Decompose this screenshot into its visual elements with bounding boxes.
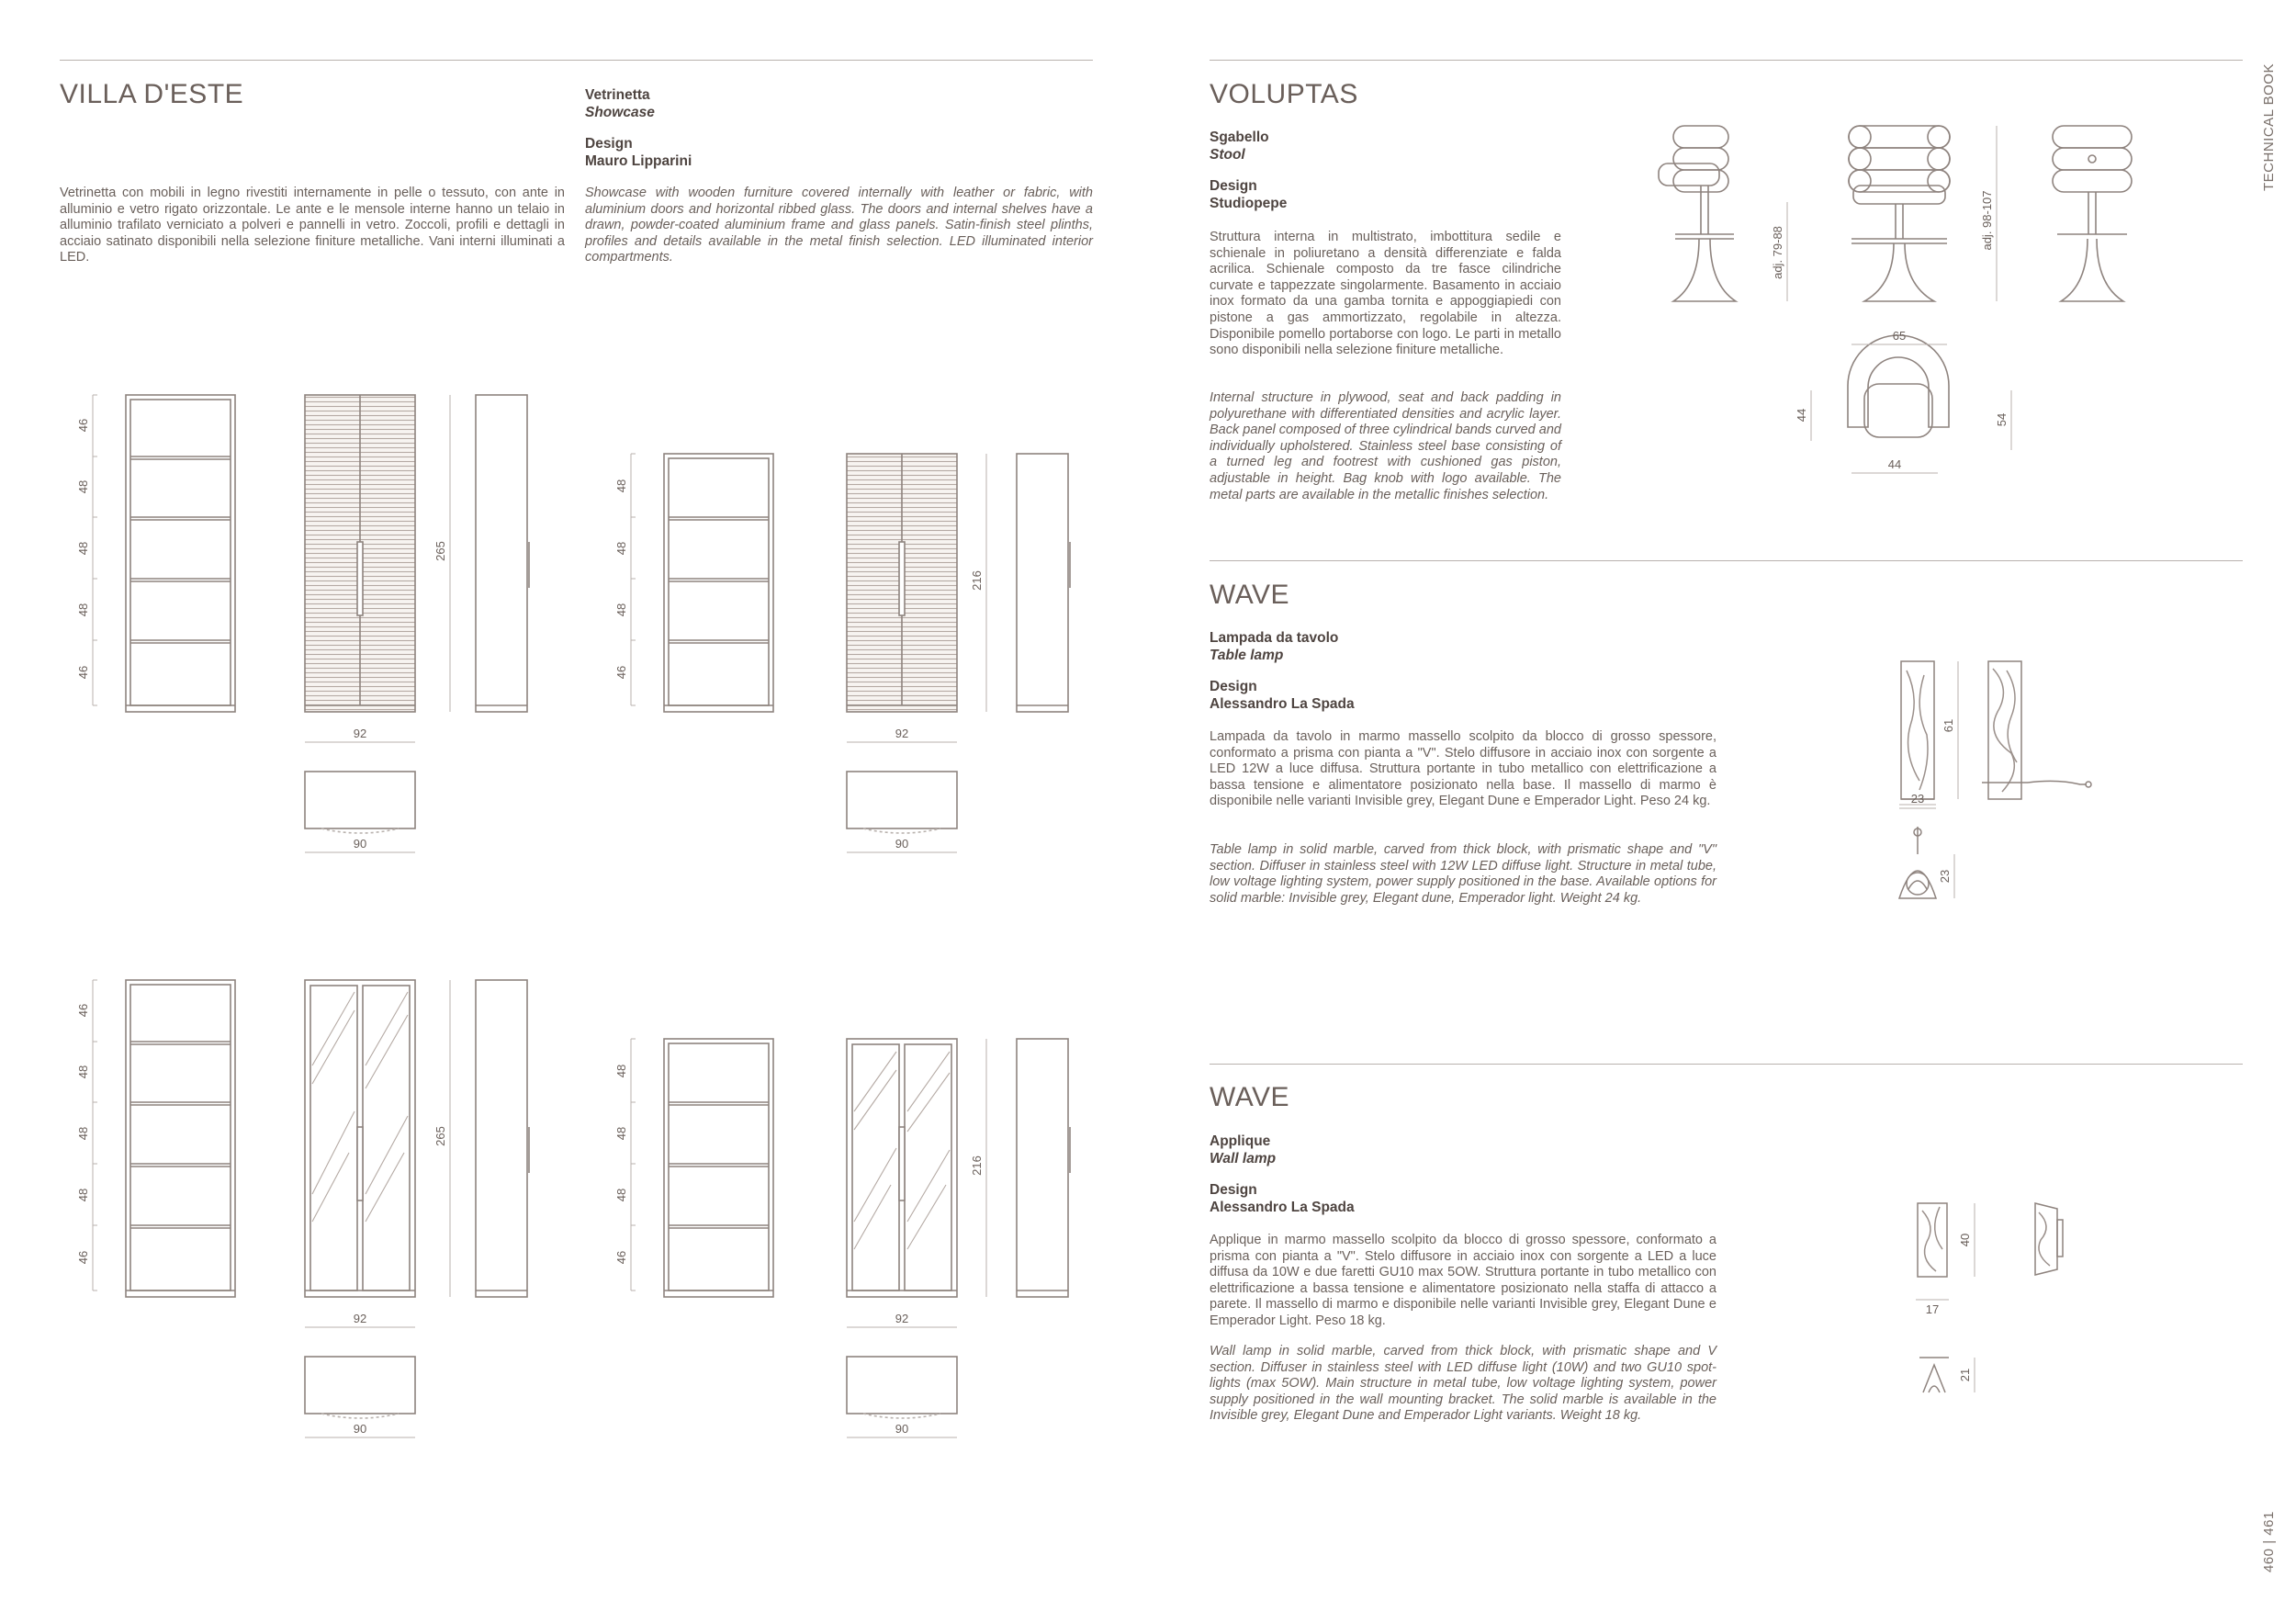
dim-short2-height: 216 <box>970 1155 984 1176</box>
villa-short-ribbed-side <box>1017 454 1070 712</box>
dim-wave-table-width: 23 <box>1910 792 1925 806</box>
dim-short2-depth: 90 <box>895 1422 909 1436</box>
dim-tall2-s5: 46 <box>76 1250 90 1265</box>
dim-tall2-s4: 48 <box>76 1188 90 1202</box>
wave-table-text-en: Table lamp in solid marble, carved from thick block, with prismatic shape and "V" section. Diffuser in stainless steel with 12W LED diffuse light. Structure in metal tube, low voltage lighting system, power supply positioned in the base. Available options for solid marble: Invisible grey, Elegant dune, Emperador light. Weight 24 kg. <box>1210 842 1716 906</box>
dim-voluptas-top-width: 44 <box>1887 457 1902 471</box>
wave-wall-top <box>1919 1358 1949 1392</box>
voluptas-stool-back <box>2053 126 2132 301</box>
wave-wall-design-label: Design <box>1210 1182 1257 1198</box>
divider-wave-wall <box>1210 1064 2243 1065</box>
dim-tall2-s2: 48 <box>76 1065 90 1079</box>
wave-wall-text-it: Applique in marmo massello scolpito da blocco di grosso spessore, conformato a prisma con pianta a "V". Stelo diffusore in acciaio inox con sorgente a LED a luce diffusa da 10W e due faretti GU10 max 5OW. Struttura portante in tubo metallico con elettrificazione a bassa tensione e alimentatore posizionato nella staffa di attacco a parete. Il massello di marmo e disponibile nelle varianti Invisible grey, Elegant Dune e Emperador Light. Peso 18 kg. <box>1210 1233 1716 1328</box>
voluptas-title: VOLUPTAS <box>1210 79 1358 109</box>
wave-wall-drawings <box>1892 1185 2112 1424</box>
villa-short-glass-plan <box>847 1357 957 1418</box>
villa-text-en: Showcase with wooden furniture covered internally with leather or fabric, with aluminium doors and horizontal ribbed glass. The doors and internal shelves have a drawn, powder-coated aluminium frame and glass panels. Satin-finish steel plinths, profiles and details available in the metal finish selection. LED illuminated interior compartments. <box>585 186 1093 265</box>
wave-wall-product-info <box>1210 1133 1355 1216</box>
wave-table-front <box>1901 661 1934 799</box>
dim-tall1-s2: 48 <box>76 479 90 494</box>
wave-table-top <box>1899 827 1936 898</box>
villa-tall-glass-plan <box>305 1357 415 1418</box>
dim-tall1-s3: 48 <box>76 541 90 556</box>
dim-wave-table-height: 61 <box>1941 718 1955 733</box>
villa-tall-ribbed-side <box>476 395 529 712</box>
dim-short1-s2: 48 <box>614 541 628 556</box>
wave-wall-title: WAVE <box>1210 1082 1290 1112</box>
page-numbers: 460 | 461 <box>2261 1511 2277 1572</box>
villa-tall-ribbed-door <box>305 395 415 712</box>
wave-table-product-info <box>1210 629 1355 713</box>
voluptas-design-label: Design <box>1210 178 1257 194</box>
wave-wall-type-en: Wall lamp <box>1210 1151 1277 1167</box>
voluptas-stool-top <box>1848 335 1949 437</box>
dim-tall1-s1: 46 <box>76 418 90 433</box>
wave-table-side <box>1982 661 2091 799</box>
dim-short2-s4: 46 <box>614 1250 628 1265</box>
villa-title: VILLA D'ESTE <box>60 79 244 109</box>
dim-voluptas-top-side: 54 <box>1995 412 2009 427</box>
side-label: TECHNICAL BOOK <box>2261 63 2277 191</box>
dim-tall1-height: 265 <box>433 541 447 561</box>
villa-short-ribbed-door <box>847 454 957 712</box>
dim-short1-s1: 48 <box>614 479 628 493</box>
villa-type-en: Showcase <box>585 105 655 120</box>
dim-tall2-width: 92 <box>353 1312 367 1325</box>
villa-design-label: Design <box>585 136 633 152</box>
villa-short-glass-door <box>847 1039 957 1297</box>
villa-tall-glass-front <box>126 980 235 1297</box>
voluptas-text-en: Internal structure in plywood, seat and back padding in polyurethane with differentiated densities and acrylic layer. Back panel composed of three cylindrical bands curved and individually upholstered. Stainless steel base consisting of a turned leg and footrest with cushioned gas piston, adjustable in height. Bag knob with logo available. The metal parts are available in the metallic finishes selection. <box>1210 390 1561 502</box>
voluptas-text-it: Struttura interna in multistrato, imbottitura sedile e schienale in poliuretano a densità differenziate e falda acrilica. Schienale composto da tre fasce cilindriche curvate e tappezzate singolarmente. Basamento in acciaio inox formato da una gamba tornita e appoggiapiedi con pistone a gas ammortizzato, regolabile in altezza. Disponibile pomello portaborse con logo. Le parti in metallo sono disponibili nella selezione finiture metalliche. <box>1210 230 1561 358</box>
dim-tall2-height: 265 <box>433 1126 447 1146</box>
villa-tall-ribbed-front <box>126 395 235 712</box>
dim-short2-s2: 48 <box>614 1126 628 1141</box>
villa-short-ribbed-plan <box>847 772 957 833</box>
dim-tall2-depth: 90 <box>353 1422 367 1436</box>
wave-wall-front <box>1918 1203 1947 1277</box>
dim-short1-s3: 48 <box>614 603 628 617</box>
dim-short1-depth: 90 <box>895 837 909 851</box>
villa-designer: Mauro Lipparini <box>585 153 692 169</box>
villa-tall-ribbed-plan <box>305 772 415 833</box>
voluptas-drawings <box>1635 110 2158 542</box>
dim-wave-wall-width: 17 <box>1925 1302 1940 1316</box>
dim-short2-s3: 48 <box>614 1188 628 1202</box>
dim-wave-wall-height: 40 <box>1958 1233 1972 1247</box>
voluptas-type-it: Sgabello <box>1210 130 1269 145</box>
wave-wall-designer: Alessandro La Spada <box>1210 1200 1355 1215</box>
top-rule-right <box>1210 60 2243 61</box>
dim-tall1-s5: 46 <box>76 665 90 680</box>
dim-short1-height: 216 <box>970 570 984 591</box>
dim-short1-width: 92 <box>895 727 909 740</box>
wave-wall-side <box>2035 1203 2063 1275</box>
dim-short1-s4: 46 <box>614 665 628 680</box>
villa-type-it: Vetrinetta <box>585 87 650 103</box>
voluptas-stool-side <box>1659 126 1736 301</box>
wave-table-type-it: Lampada da tavolo <box>1210 630 1339 646</box>
villa-tall-glass-side <box>476 980 529 1297</box>
wave-table-drawings <box>1874 643 2149 919</box>
wave-table-text-it: Lampada da tavolo in marmo massello scolpito da blocco di grosso spessore, conformato a prisma con pianta a "V". Stelo diffusore in acciaio inox con sorgente a LED 12W a luce diffusa. Struttura portante in tubo metallico con elettrificazione a bassa tensione e alimentatore posizionato nella base. Il massello di marmo è disponibile nelle varianti Invisible grey, Elegant Dune e Emperador Light. Peso 24 kg. <box>1210 729 1716 809</box>
villa-short-ribbed-front <box>664 454 773 712</box>
wave-table-designer: Alessandro La Spada <box>1210 696 1355 712</box>
villa-short-glass-side <box>1017 1039 1070 1297</box>
wave-table-type-en: Table lamp <box>1210 648 1284 663</box>
dim-tall1-depth: 90 <box>353 837 367 851</box>
dim-tall2-s1: 46 <box>76 1003 90 1018</box>
dim-short2-s1: 48 <box>614 1064 628 1078</box>
voluptas-stool-front <box>1849 126 1950 301</box>
wave-table-design-label: Design <box>1210 679 1257 694</box>
voluptas-product-info <box>1210 129 1287 212</box>
dim-voluptas-total-height: adj. 98-107 <box>1980 190 1994 251</box>
dim-wave-wall-depth: 21 <box>1958 1368 1972 1382</box>
dim-tall1-s4: 48 <box>76 603 90 617</box>
villa-text-it: Vetrinetta con mobili in legno rivestiti internamente in pelle o tessuto, con ante in alluminio e vetro rigato orizzontale. Le ante e le mensole interne hanno un telaio in alluminio trafilato verniciato a polveri e pannelli in vetro. Zoccoli, profili e dettagli in acciaio satinato disponibili nella selezione finiture metalliche. Vani interni illuminati a LED. <box>60 186 565 265</box>
dim-wave-table-depth: 23 <box>1938 869 1952 884</box>
villa-tall-glass-door <box>305 980 415 1297</box>
dim-short2-width: 92 <box>895 1312 909 1325</box>
dim-tall2-s3: 48 <box>76 1126 90 1141</box>
dim-tall1-width: 92 <box>353 727 367 740</box>
voluptas-designer: Studiopepe <box>1210 196 1288 211</box>
villa-short-glass-front <box>664 1039 773 1297</box>
wave-wall-text-en: Wall lamp in solid marble, carved from thick block, with prismatic shape and V section. Diffuser in stainless steel with LED diffuse light (10W) and two GU10 spot-lights (max 5OW). Main structure in metal tube, low voltage lighting system, power supply positioned in the wall mounting bracket. The solid marble is available in the Invisible grey, Elegant Dune and Emperador Light variants. Weight 18 kg. <box>1210 1344 1716 1424</box>
dim-voluptas-seat-height: adj. 79-88 <box>1771 226 1784 279</box>
wave-wall-type-it: Applique <box>1210 1133 1271 1149</box>
voluptas-type-en: Stool <box>1210 147 1245 163</box>
wave-table-title: WAVE <box>1210 580 1290 610</box>
dim-voluptas-top-depth: 44 <box>1795 408 1808 423</box>
divider-wave-table <box>1210 560 2243 561</box>
dim-voluptas-width: 65 <box>1892 329 1907 343</box>
